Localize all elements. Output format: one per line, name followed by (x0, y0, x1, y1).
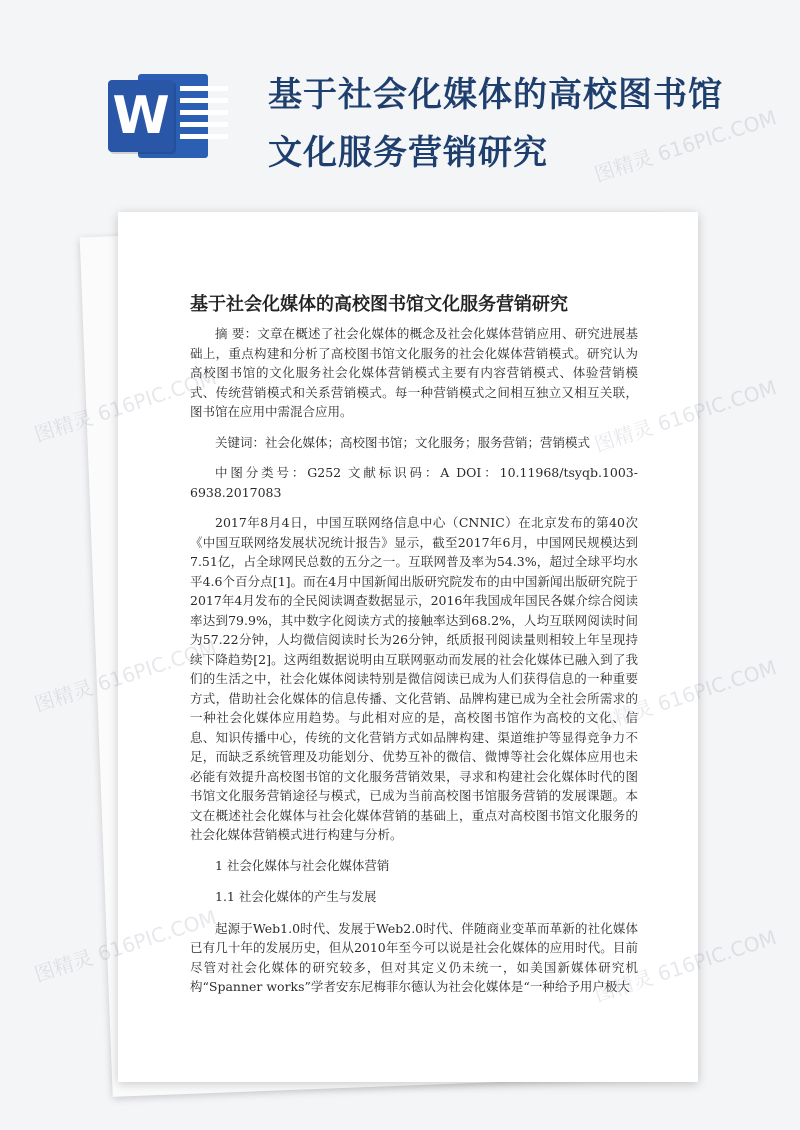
document-title: 基于社会化媒体的高校图书馆文化服务营销研究 (190, 294, 568, 315)
word-icon-letter: W (112, 86, 170, 146)
section-heading-1-1: 1.1 社会化媒体的产生与发展 (215, 889, 377, 904)
watermark: 图精灵 (31, 675, 96, 717)
preview-title (268, 66, 788, 182)
watermark: 616PIC.COM (654, 925, 780, 987)
document-page (118, 212, 698, 1082)
preview-title-line2: 文化服务营销研究 (268, 133, 548, 173)
keywords: 关键词：社会化媒体；高校图书馆；文化服务；服务营销；营销模式 (215, 434, 591, 450)
watermark: 图精灵 (31, 405, 96, 447)
section-heading-1: 1 社会化媒体与社会化媒体营销 (215, 857, 390, 873)
watermark: 616PIC.COM (654, 655, 780, 717)
body-paragraph-1: 2017年8月4日，中国互联网络信息中心（CNNIC）在北京发布的第40次《中国互联网络发展状况统计报告》显示，截至2017年6月，中国网民规模达到7.51亿，占全球网民总数的五分之一。互联网普及率为54.3%，超过全球平均水平4.6个百分点[1]。而在4月中国新闻出版研究院发布的由中国新闻出版研究院于2017年4月发布的全民阅读调查数据显示，2016年我国成年国民各媒介综合阅读率达到79.9%，其中数字化阅读方式的接触率达到68.2%，人均互联网阅读时间为57.22分钟，人均微信阅读时长为26分钟，纸质报刊阅读量则相较上年呈现持续下降趋势[2]。这两组数据说明由互联网驱动而发展的社会化媒体已融入到了我们的生活之中，社会化媒体阅读特别是微信阅读已成为人们获得信息的一种重要方式，借助社会化媒体的信息传播、文化营销、品牌构建已成为全社会所需求的一种社会化媒体应用趋势。与此相对应的是，高校图书馆作为高校的文化、信息、知识传播中心，传统的文化营销方式如品牌构建、渠道维护等显得竞争力不足，而缺乏系统管理及功能划分、优势互补的微信、微博等社会化媒体应用也未必能有效提升高校图书馆的文化服务营销效果，寻求和构建社会化媒体时代的图书馆文化服务营销途径与模式，已成为当前高校图书馆服务营销的发展课题。本文在概述社会化媒体与社会化媒体营销的基础上，重点对高校图书馆文化服务的社会化媒体营销模式进行构建与分析。 (190, 515, 638, 842)
document-body (190, 324, 638, 1008)
classification-info: 中图分类号：G252 文献标识码：A DOI：10.11968/tsyqb.1003-6938.2017083 (190, 465, 638, 500)
preview-header (0, 0, 800, 200)
body-paragraph-2: 起源于Web1.0时代、发展于Web2.0时代、伴随商业变革而革新的社化媒体已有几十年的发展历史，但从2010年至今可以说是社会化媒体的应用时代。目前尽管对社会化媒体的研究较多，但对其定义仍未统一，如美国新媒体研究机构“Spanner works”学者安东尼梅菲尔德认为社会化媒体是“一种给予用户极大 (190, 920, 638, 994)
watermark: 图精灵 616PIC.COM (591, 105, 780, 187)
watermark: 616PIC.COM (654, 375, 780, 437)
watermark: 图精灵 (31, 945, 96, 987)
abstract: 摘 要：文章在概述了社会化媒体的概念及社会化媒体营销应用、研究进展基础上，重点构建和分析了高校图书馆文化服务的社会化媒体营销模式。研究认为高校图书馆的文化服务社会化媒体营销模式主要有内容营销模式、体验营销模式、传统营销模式和关系营销模式。每一种营销模式之间相互独立又相互关联，图书馆在应用中需混合应用。 (190, 326, 638, 419)
word-document-icon (108, 74, 214, 158)
preview-title-line1: 基于社会化媒体的高校图书馆 (268, 75, 723, 115)
